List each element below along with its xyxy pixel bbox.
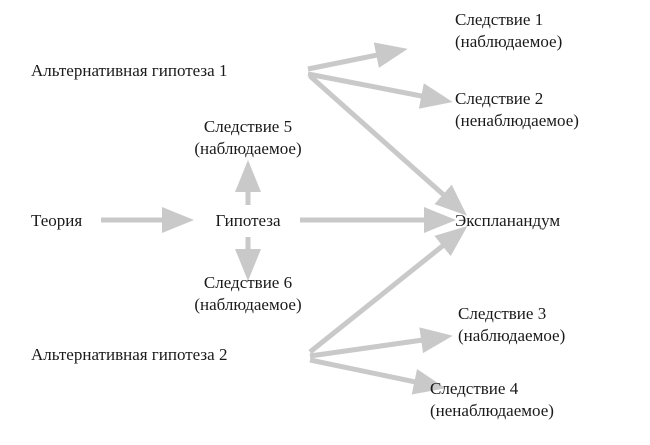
node-alt2 [31, 344, 227, 366]
node-cons1-label: Следствие 1 [455, 10, 544, 29]
node-cons3 [458, 303, 565, 347]
node-cons4-label: Следствие 4 [430, 379, 519, 398]
node-cons5 [160, 116, 336, 160]
node-cons2-label: Следствие 2 [455, 89, 544, 108]
edge-alt2-cons4 [310, 360, 430, 385]
node-cons4-sublabel: (ненаблюдаемое) [430, 400, 554, 420]
node-theory-label: Теория [31, 211, 83, 230]
node-explanandum [455, 210, 560, 232]
node-cons5-label: Следствие 5 [203, 117, 293, 136]
edge-alt1-cons1 [308, 52, 392, 69]
node-hypothesis [186, 210, 310, 232]
node-cons1-sublabel: (наблюдаемое) [455, 31, 563, 51]
node-cons2-sublabel: (ненаблюдаемое) [455, 110, 579, 130]
node-cons2 [455, 88, 579, 132]
edge-alt1-cons2 [308, 74, 437, 99]
node-cons1 [455, 9, 562, 53]
node-cons3-label: Следствие 3 [458, 304, 547, 323]
node-cons6 [160, 272, 336, 316]
edge-alt2-cons3 [310, 338, 437, 356]
node-alt1 [31, 60, 227, 82]
node-theory [31, 210, 82, 232]
node-hypothesis-label: Гипотеза [215, 211, 281, 230]
node-cons3-sublabel: (наблюдаемое) [458, 325, 566, 345]
node-cons4 [430, 378, 554, 422]
node-cons5-sublabel: (наблюдаемое) [194, 138, 302, 158]
node-cons6-sublabel: (наблюдаемое) [194, 294, 302, 314]
node-alt1-label: Альтернативная гипотеза 1 [31, 61, 228, 80]
node-explanandum-label: Экспланандум [455, 211, 561, 230]
node-alt2-label: Альтернативная гипотеза 2 [31, 345, 228, 364]
node-cons6-label: Следствие 6 [203, 273, 293, 292]
